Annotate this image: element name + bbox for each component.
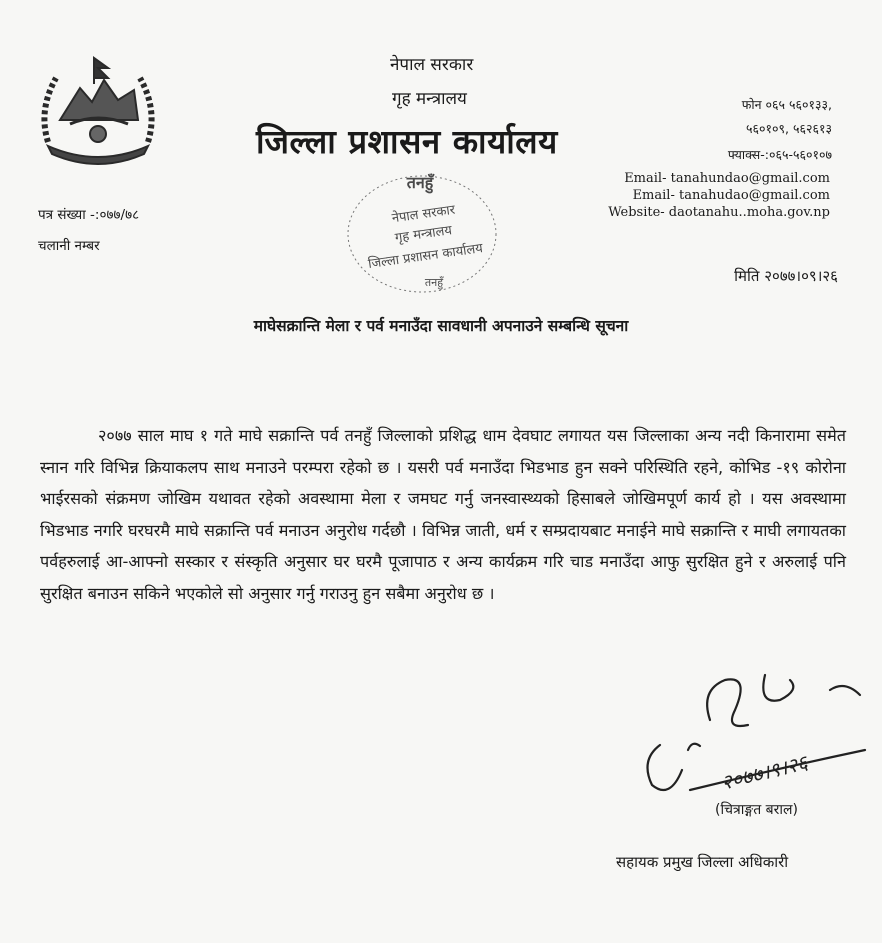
office-stamp xyxy=(342,168,502,302)
email-1: Email- tanahundao@gmail.com xyxy=(624,171,830,186)
contact-emails xyxy=(608,170,830,221)
contact-fax: फ्याक्स-:०६५-५६०१०७ xyxy=(727,147,832,162)
stamp-top-text: तनहुँ xyxy=(406,173,434,192)
stamp-line1: नेपाल सरकार xyxy=(390,202,457,227)
signatory-title: सहायक प्रमुख जिल्ला अधिकारी xyxy=(616,853,789,871)
signature-date: २०७७।९।२६ xyxy=(718,750,810,795)
website: Website- daotanahu..moha.gov.np xyxy=(608,205,830,220)
notice-body-text: २०७७ साल माघ १ गते माघे सक्रान्ति पर्व तनहुँ जिल्लाको प्रशिद्ध धाम देवघाट लगायत यस जिल्लाका अन्य नदी किनारामा समेत स्नान गरि विभिन्न क्रियाकलप साथ मनाउने परम्परा रहेको छ । यसरी पर्व मनाउँदा भिडभाड हुन सक्ने परिस्थिति रहने, कोभिड -१९ कोरोना भाईरसको संक्रमण जोखिम यथावत रहेको अवस्थामा मेला र जमघट गर्नु जनस्वास्थ्यको हिसाबले जोखिमपूर्ण कार्य हो । यस अवस्थामा भिडभाड नगरि घरघरमै माघे सक्रान्ति पर्व मनाउन अनुरोध गर्दछौ । विभिन्न जाती, धर्म र सम्प्रदायबाट मनाईने माघे सक्रान्ति र माघी लगायतका पर्वहरुलाई आ-आफ्नो सस्कार र संस्कृति अनुसार घर घरमै पूजापाठ र अन्य कार्यक्रम गरि चाड मनाउँदा आफु सुरक्षित हुने र अरुलाई पनि सुरक्षित बनाउन सकिने भएकोले सो अनुसार गर्नु गराउनु हुन सबैमा अनुरोध छ । xyxy=(40,426,846,603)
stamp-line2: गृह मन्त्रालय xyxy=(394,223,453,246)
email-2: Email- tanahudao@gmail.com xyxy=(632,188,830,203)
notice-body xyxy=(40,420,846,609)
contact-phone-line1: फोन ०६५ ५६०१३३, xyxy=(741,97,832,112)
contact-phone-line2: ५६०१०९, ५६२६१३ xyxy=(746,121,832,136)
signatory-name: (चित्राङ्गत बराल) xyxy=(715,802,798,818)
nepal-emblem-icon xyxy=(34,50,162,172)
notice-subject: माघेसक्रान्ति मेला र पर्व मनाउँदा सावधानी अपनाउने सम्बन्धि सूचना xyxy=(253,317,629,335)
stamp-line3: जिल्ला प्रशासन कार्यालय xyxy=(367,241,484,273)
government-name: नेपाल सरकार xyxy=(390,55,474,75)
dispatch-number: चलानी नम्बर xyxy=(38,238,100,254)
handwritten-signature xyxy=(630,650,880,804)
office-name: जिल्ला प्रशासन कार्यालय xyxy=(256,122,558,161)
letter-date: मिति २०७७।०९।२६ xyxy=(734,267,838,285)
letter-number: पत्र संख्या -:०७७/७८ xyxy=(38,207,140,223)
stamp-bottom-text: तनहुँ xyxy=(424,276,444,289)
ministry-name: गृह मन्त्रालय xyxy=(392,89,467,109)
